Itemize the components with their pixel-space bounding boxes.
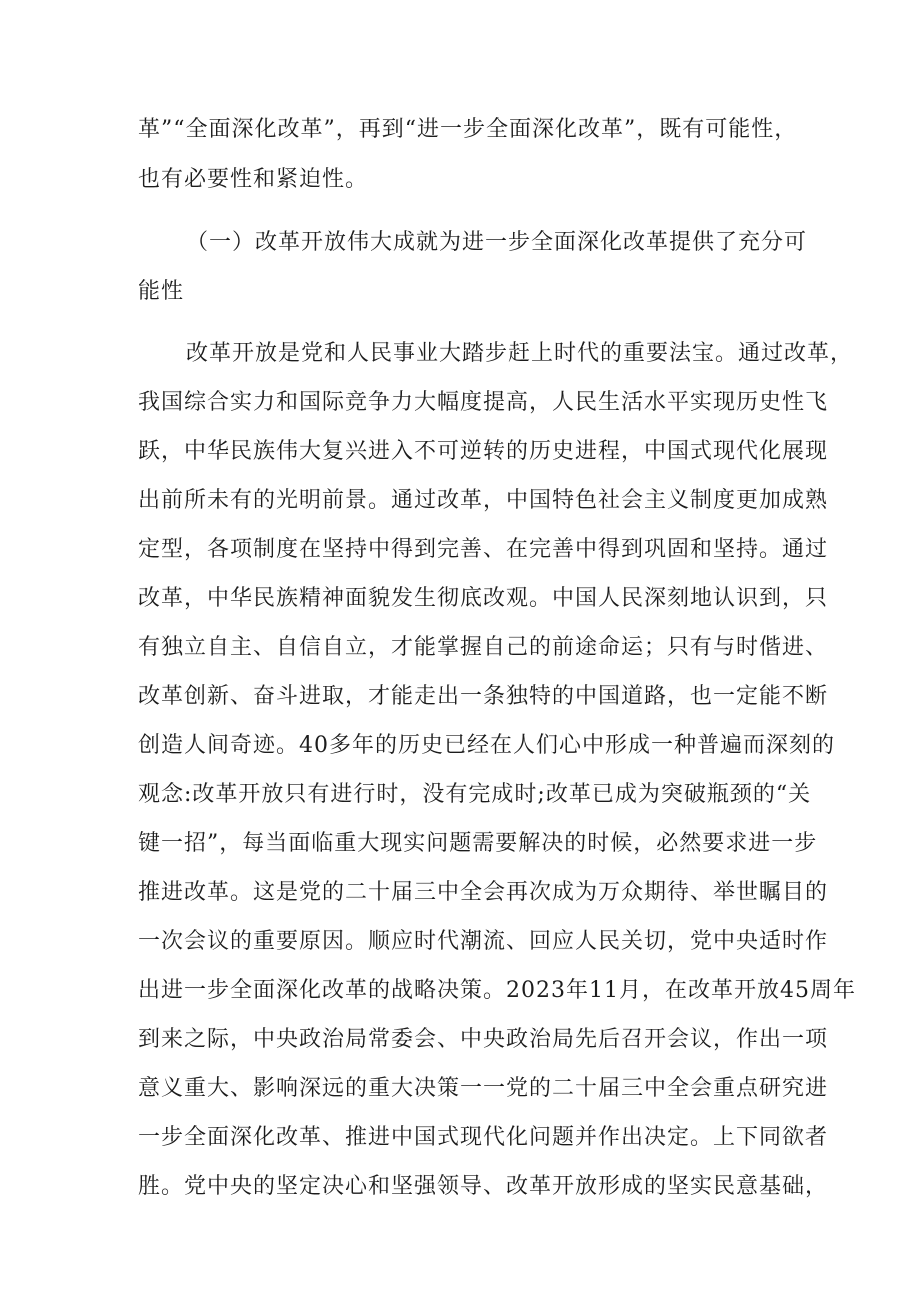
- paragraph-line: 观念:改革开放只有进行时，没有完成时;改革已成为突破瓶颈的“关: [138, 782, 812, 807]
- paragraph-line: 键一招”，每当面临重大现实问题需要解决的时候，必然要求进一步: [138, 831, 818, 856]
- paragraph-line: 意义重大、影响深远的重大决策一一党的二十届三中全会重点研究进: [138, 1076, 829, 1101]
- paragraph-line: 一步全面深化改革、推进中国式现代化问题并作出决定。上下同欲者: [138, 1125, 829, 1150]
- paragraph-line: 一次会议的重要原因。顺应时代潮流、回应人民关切，党中央适时作: [138, 929, 829, 954]
- paragraph-line: 有独立自主、自信自立，才能掌握自己的前途命运；只有与时偕进、: [138, 635, 829, 660]
- section-heading-continued: 能性: [138, 279, 185, 304]
- section-heading: （一）改革开放伟大成就为进一步全面深化改革提供了充分可: [186, 230, 808, 255]
- paragraph-line: 改革开放是党和人民事业大踏步赶上时代的重要法宝。通过改革，: [186, 341, 854, 366]
- paragraph-line: 改革创新、奋斗进取，才能走出一条独特的中国道路，也一定能不断: [138, 684, 829, 709]
- paragraph-line: 我国综合实力和国际竞争力大幅度提高，人民生活水平实现历史性飞: [138, 390, 829, 415]
- paragraph-line: 定型，各项制度在坚持中得到完善、在完善中得到巩固和坚持。通过: [138, 537, 829, 562]
- paragraph-line: 胜。党中央的坚定决心和坚强领导、改革开放形成的坚实民意基础，: [138, 1174, 829, 1199]
- paragraph-line: 到来之际，中央政治局常委会、中央政治局先后召开会议，作出一项: [138, 1027, 829, 1052]
- paragraph-line: 创造人间奇迹。40多年的历史已经在人们心中形成一种普遍而深刻的: [138, 733, 835, 758]
- paragraph-line: 出进一步全面深化改革的战略决策。2023年11月，在改革开放45周年: [138, 978, 856, 1003]
- paragraph-line: 革”“全面深化改革”，再到“进一步全面深化改革”，既有可能性，: [138, 117, 798, 142]
- paragraph-line: 出前所未有的光明前景。通过改革，中国特色社会主义制度更加成熟: [138, 488, 829, 513]
- paragraph-line: 改革，中华民族精神面貌发生彻底改观。中国人民深刻地认识到，只: [138, 586, 829, 611]
- paragraph-line: 跃，中华民族伟大复兴进入不可逆转的历史进程，中国式现代化展现: [138, 439, 829, 464]
- paragraph-line: 推进改革。这是党的二十届三中全会再次成为万众期待、举世瞩目的: [138, 880, 829, 905]
- paragraph-line: 也有必要性和紧迫性。: [138, 167, 369, 192]
